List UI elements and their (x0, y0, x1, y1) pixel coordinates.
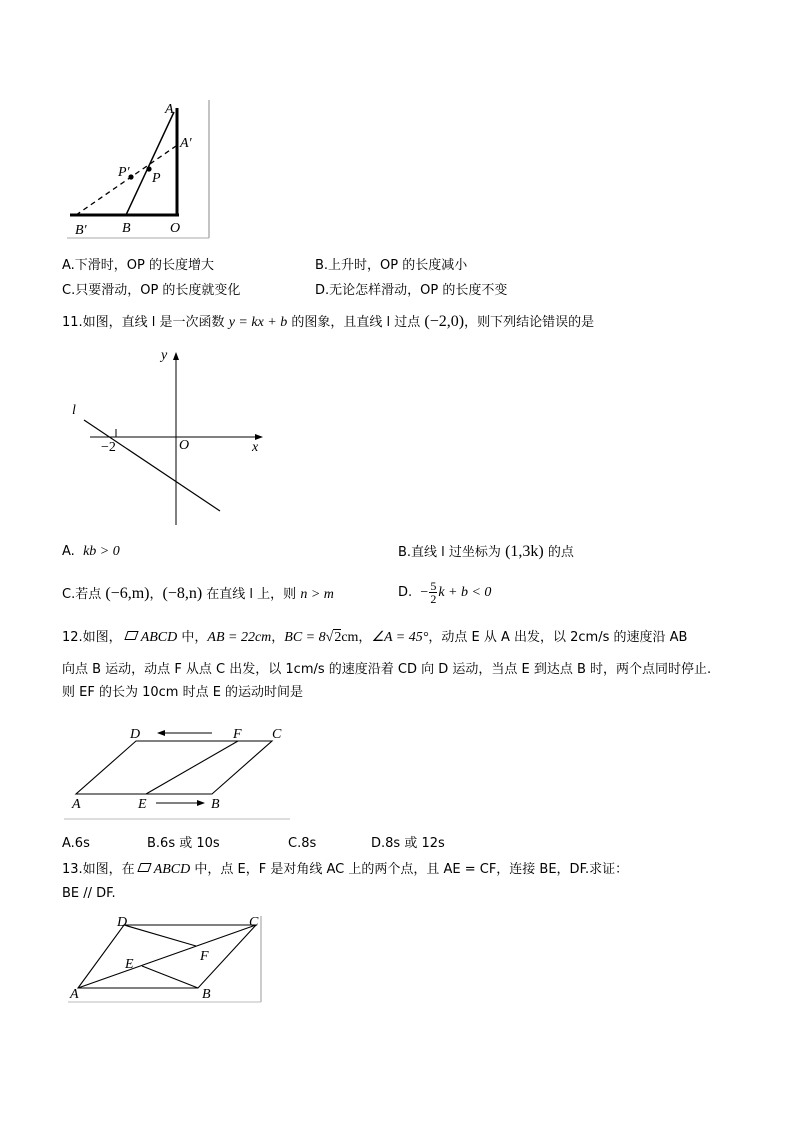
q11-stem-pre: 11.如图，直线 l 是一次函数 (62, 315, 229, 330)
q11-label-neg2: −2 (101, 440, 116, 455)
q10-option-c: C.只要滑动，OP 的长度就变化 (62, 283, 241, 298)
q11-option-b-post: 的点 (543, 545, 574, 560)
q11-point: (−2,0) (424, 313, 465, 330)
q11-option-a-math: kb > 0 (83, 544, 120, 559)
q10-label-p-prime: P′ (118, 165, 130, 180)
q13-label-a: A (70, 987, 79, 1002)
q11-option-b-math: (1,3k) (505, 543, 544, 560)
q12-line1-abcd: ABCD (140, 630, 178, 645)
q11-stem-post: ，则下列结论错误的是 (464, 315, 595, 330)
q12-label-c: C (272, 727, 282, 742)
parallelogram-icon (124, 631, 138, 640)
q11-option-d-prefix: D. (398, 585, 413, 600)
q12-label-d: D (130, 727, 141, 742)
q11-option-c (62, 585, 334, 604)
q13-label-f: F (200, 949, 209, 964)
q11-option-d-neg: − (420, 585, 429, 600)
q10-option-d: D.无论怎样滑动，OP 的长度不变 (315, 283, 508, 298)
q12-ab: AB = 22cm (207, 630, 272, 645)
q12-bc-unit: cm (341, 630, 359, 645)
q11-option-c-mid: 在直线 l 上，则 (202, 587, 301, 602)
q12-label-e: E (138, 797, 147, 812)
q11-label-o: O (179, 438, 190, 453)
q12-line1: 12.如图， ABCD 中，AB = 22cm，BC = 8√2cm，∠A = 45°，动点 E 从 A 出发，以 2cm/s 的速度沿 AB (62, 630, 688, 645)
q11-line-graph (68, 343, 270, 530)
q12-line3: 则 EF 的长为 10cm 时点 E 的运动时间是 (62, 685, 304, 700)
q10-option-a: A.下滑时，OP 的长度增大 (62, 258, 215, 273)
q11-label-l: l (72, 403, 76, 418)
q10-label-b-prime: B′ (75, 223, 87, 238)
q12-bc: BC = 8 (284, 630, 326, 645)
q10-label-a: A (165, 102, 174, 117)
q12-parallelogram-figure (62, 722, 294, 822)
q12-option-b: B.6s 或 10s (147, 836, 220, 851)
q12-comma2: ， (358, 630, 372, 645)
q12-angle: ∠A = 45° (371, 630, 429, 645)
q12-line1-post: ，动点 E 从 A 出发，以 2cm/s 的速度沿 AB (428, 630, 688, 645)
q11-label-x: x (252, 440, 259, 455)
q10-label-b: B (122, 221, 131, 236)
q13-label-e: E (125, 957, 134, 972)
q11-option-d-math: k + b < 0 (438, 585, 492, 600)
q11-option-d (398, 578, 491, 608)
q12-option-a: A.6s (62, 836, 90, 851)
q12-line2: 向点 B 运动，动点 F 从点 C 出发，以 1cm/s 的速度沿着 CD 向 D 运动，当点 E 到达点 B 时，两个点同时停止. (62, 662, 712, 677)
q12-bc-sqrt: 2 (334, 630, 342, 645)
q11-option-c-math: n > m (300, 587, 334, 602)
q11-stem-mid: 的图象，且直线 l 过点 (287, 315, 425, 330)
q10-label-a-prime: A′ (180, 136, 192, 151)
q13-line1-pre: 13.如图，在 (62, 862, 135, 877)
q10-ladder-figure (62, 98, 214, 240)
parallelogram-icon (137, 863, 151, 872)
q13-line1-post: 中，点 E，F 是对角线 AC 上的两个点，且 AE = CF，连接 BE，DF.求证： (190, 862, 629, 877)
q11-option-c-point1: (−6,m) (105, 585, 150, 602)
q11-fraction-num: 5 (430, 579, 437, 593)
q12-comma1: ， (271, 630, 285, 645)
q11-option-a-prefix: A. (62, 544, 75, 559)
q11-option-d-fraction (429, 580, 437, 605)
q11-stem (62, 313, 594, 332)
q11-option-c-pre: C.若点 (62, 587, 106, 602)
q13-label-d: D (117, 915, 128, 930)
q12-line1-pre: 12.如图， (62, 630, 122, 645)
q10-option-b: B.上升时，OP 的长度减小 (315, 258, 468, 273)
q13-line2: BE // DF. (62, 886, 116, 901)
q11-option-b (398, 543, 574, 562)
q12-option-c: C.8s (288, 836, 317, 851)
q11-function: y = kx + b (228, 315, 288, 330)
q13-label-c: C (249, 915, 259, 930)
q13-line1 (62, 861, 628, 879)
q11-option-c-point2: (−8,n) (162, 585, 203, 602)
q11-option-a (62, 543, 120, 561)
q13-line1-abcd: ABCD (153, 862, 191, 877)
q12-label-a: A (72, 797, 81, 812)
q12-option-d: D.8s 或 12s (371, 836, 445, 851)
q13-label-b: B (202, 987, 211, 1002)
q10-label-p: P (152, 171, 161, 186)
q12-label-b: B (211, 797, 220, 812)
q13-parallelogram-figure (64, 912, 268, 1006)
q10-label-o: O (170, 221, 181, 236)
q11-label-y: y (161, 348, 168, 363)
q12-label-f: F (233, 727, 242, 742)
q11-option-c-sep: ， (149, 587, 163, 602)
q11-fraction-den: 2 (430, 592, 437, 606)
q12-line1-mid: 中， (177, 630, 208, 645)
q11-option-b-pre: B.直线 l 过坐标为 (398, 545, 506, 560)
